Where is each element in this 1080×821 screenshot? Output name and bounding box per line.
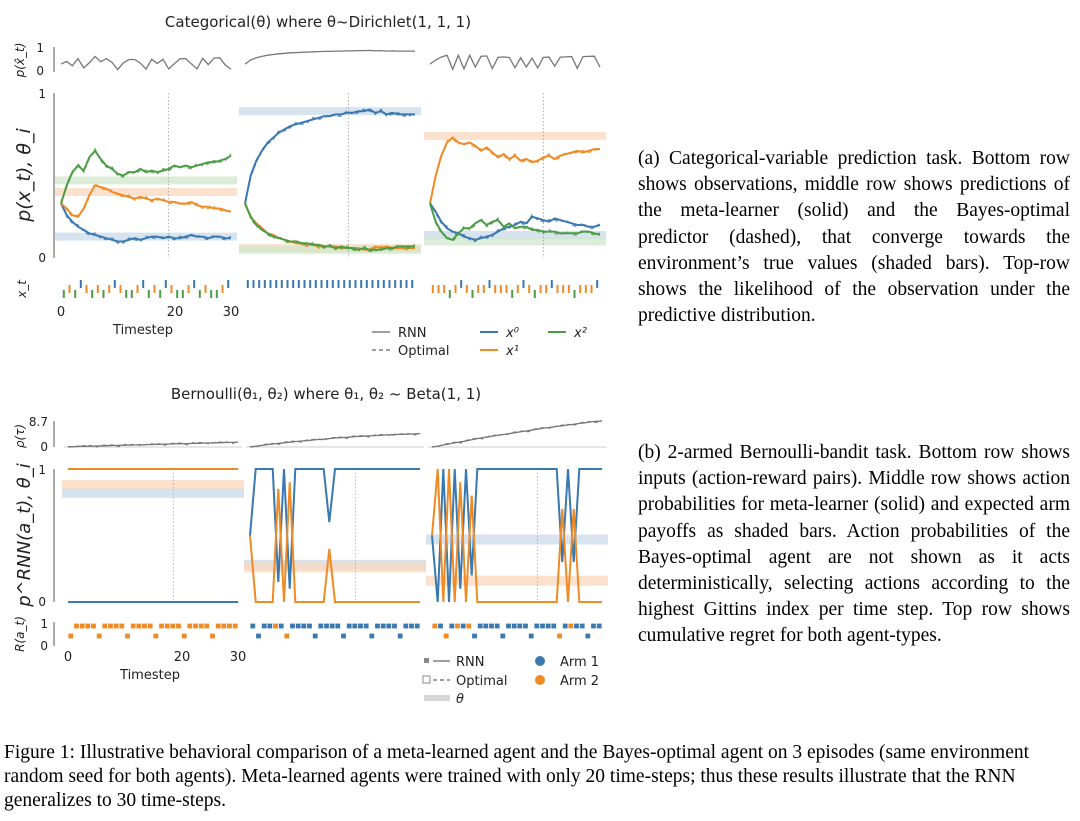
theta-bar-x2-ep1 [55,176,237,184]
action-marker-ep1-t12 [136,624,141,629]
figure-caption: Figure 1: Illustrative behavioral comparison of a meta-learned agent and the Bayes-optimal agent on 3 episodes (same environment random seed for both agents). Meta-learned agents were trained with only 20 time-steps; thus these results illustrate that the RNN generalizes to 30 time-steps. [4,742,1030,811]
panel-b-mid-axis [14,463,54,609]
action-marker-ep2-t21 [369,634,374,639]
action-marker-ep3-t25 [574,624,579,629]
action-marker-ep3-t21 [551,624,556,629]
action-marker-ep3-t11 [495,624,500,629]
panel-b-top-tick-max: 8.7 [28,415,48,429]
panel-a-xlabel: Timestep [113,323,173,338]
panel-a-caption: (a) Categorical-variable prediction task. Bottom row shows observations, middle row shows predictions of the meta-learner (solid) and the Bayes-optimal predictor (dashed), that converge towards the environment’s true values (shaded bars). Top-row shows the likelihood of the observation under the predictive distribution. [638,148,1070,327]
action-marker-ep1-t24 [204,624,209,629]
panel-a-top-ylabel: p(x̂_t) [13,42,27,78]
action-marker-ep1-t22 [193,624,198,629]
action-marker-ep1-t8 [114,624,119,629]
action-marker-ep2-t2 [262,624,267,629]
panel-b-top-ylabel: ρ(τ) [13,423,27,449]
legend-x0-label: x⁰ [506,326,519,341]
panel-a-observation-row [64,280,597,298]
action-marker-ep1-t23 [199,624,204,629]
action-marker-ep2-t26 [398,634,403,639]
panel-a-mid-axis [13,87,54,265]
panel-a-legend [372,326,587,359]
theta-bar-arm2-ep1 [62,480,244,490]
likelihood-line-ep1 [61,56,231,69]
action-marker-ep2-t18 [352,624,357,629]
action-marker-ep2-t4 [273,624,278,629]
action-marker-ep2-t8 [296,624,301,629]
legend-x1-label: x¹ [506,344,519,359]
legend-b-arm2-marker [535,675,545,685]
legend-b-arm1-marker [535,656,545,666]
action-marker-ep3-t7 [472,634,477,639]
action-marker-ep2-t29 [415,624,420,629]
panel-b-top-tick-0: 0 [40,440,48,454]
panel-b-xtick-0: 0 [63,650,73,665]
action-marker-ep1-t26 [216,624,221,629]
legend-b-rnn-label: RNN [456,655,485,670]
panel-a-mid-tick-0: 0 [38,251,46,265]
action-marker-ep3-t19 [540,624,545,629]
action-marker-ep3-t9 [483,624,488,629]
panel-b-bottom-ylabel: R(a_t) [13,616,27,652]
action-marker-ep1-t11 [131,624,136,629]
panel-b-xlabel: Timestep [120,668,180,683]
action-marker-ep1-t10 [125,634,130,639]
optimal-line-x¹-ep3 [430,139,600,201]
panel-b-regret-row [64,420,606,447]
action-marker-ep2-t12 [318,624,323,629]
rnn-line-x²-ep2 [245,204,415,250]
action-marker-ep3-t29 [597,624,602,629]
action-marker-ep2-t0 [250,624,255,629]
panel-b-legend [423,655,599,707]
panel-b-mid-tick-1: 1 [38,463,46,477]
rnn-line-x¹-ep3 [430,138,600,204]
likelihood-line-ep3 [430,55,600,69]
action-marker-ep2-t10 [307,624,312,629]
regret-rnn-line-ep2 [250,434,420,447]
optimal-line-x⁰-ep2 [245,109,415,201]
action-marker-ep3-t22 [557,634,562,639]
panel-b-bottom-axis [13,616,54,653]
action-marker-ep2-t7 [290,624,295,629]
panel-b-mid-ylabel: p^RNN(a_t), θ_i [14,463,35,607]
panel-a-title: Categorical(θ) where θ~Dirichlet(1, 1, 1) [164,13,472,31]
panel-a-likelihood-row [61,50,600,69]
action-marker-ep1-t29 [233,624,238,629]
action-marker-ep3-t4 [455,624,460,629]
action-marker-ep3-t15 [517,624,522,629]
action-marker-ep1-t2 [80,624,85,629]
action-marker-ep1-t28 [227,624,232,629]
action-marker-ep1-t16 [159,624,164,629]
panel-a-top-tick-1: 1 [36,41,44,55]
action-marker-ep3-t24 [568,624,573,629]
action-marker-ep3-t12 [500,634,505,639]
panel-b-bottom-tick-0: 0 [40,639,48,653]
action-marker-ep2-t20 [364,624,369,629]
action-marker-ep3-t0 [432,624,437,629]
action-marker-ep2-t16 [341,634,346,639]
action-marker-ep2-t25 [392,624,397,629]
action-marker-ep3-t26 [580,624,585,629]
action-marker-ep2-t3 [267,624,272,629]
theta-bar-x1-ep1 [55,188,237,196]
action-marker-ep3-t3 [449,624,454,629]
action-marker-ep3-t20 [546,624,551,629]
action-marker-ep2-t23 [381,624,386,629]
action-marker-ep1-t21 [187,624,192,629]
theta-bar-arm1-ep3 [426,535,608,545]
action-marker-ep1-t9 [119,624,124,629]
legend-b-optimal-marker [423,676,430,683]
action-marker-ep1-t14 [148,624,153,629]
action-marker-ep3-t1 [438,624,443,629]
legend-b-theta-label: θ [456,692,464,707]
action-marker-ep1-t25 [210,634,215,639]
panel-a-mid-tick-1: 1 [38,87,46,101]
action-marker-ep1-t18 [170,624,175,629]
action-marker-ep2-t13 [324,624,329,629]
action-marker-ep1-t27 [221,624,226,629]
action-marker-ep2-t1 [256,634,261,639]
action-marker-ep3-t28 [591,624,596,629]
panel-a-xtick-20: 20 [166,305,184,320]
action-marker-ep2-t6 [284,634,289,639]
action-marker-ep3-t27 [585,634,590,639]
action-marker-ep3-t13 [506,624,511,629]
panel-a-top-axis [13,41,54,78]
panel-a-xtick-30: 30 [222,305,240,320]
action-marker-ep1-t1 [74,624,79,629]
action-marker-ep1-t0 [68,634,73,639]
legend-b-optimal-label: Optimal [456,674,508,689]
panel-b-mid-tick-0: 0 [38,595,46,609]
panel-b-xtick-30: 30 [229,650,247,665]
likelihood-line-ep2 [245,50,415,64]
legend-b-arm2-label: Arm 2 [560,674,600,689]
regret-rnn-line-ep3 [432,421,602,447]
action-marker-ep3-t23 [563,624,568,629]
action-marker-ep2-t19 [358,624,363,629]
panel-b-top-axis [13,415,54,454]
action-marker-ep2-t14 [330,624,335,629]
legend-b-arm1-label: Arm 1 [560,655,600,670]
legend-x2-label: x² [574,326,587,341]
panel-b-reward-row [68,624,601,639]
panel-b-title: Bernoulli(θ₁, θ₂) where θ₁, θ₂ ~ Beta(1, 1) [170,385,482,403]
rnn-line-x⁰-ep2 [245,110,415,204]
action-marker-ep3-t14 [512,624,517,629]
legend-optimal-label: Optimal [398,344,450,359]
panel-b-bottom-tick-1: 1 [40,617,48,631]
action-marker-ep1-t6 [102,624,107,629]
action-marker-ep1-t4 [91,624,96,629]
action-marker-ep1-t7 [108,624,113,629]
action-marker-ep3-t6 [466,624,471,629]
panel-a-bottom-ylabel: x_t [15,280,29,298]
action-marker-ep2-t28 [409,624,414,629]
action-marker-ep3-t17 [529,634,534,639]
regret-optimal-line-ep2 [250,433,420,447]
action-marker-ep3-t18 [534,624,539,629]
panel-b-action-probability-row [62,469,608,602]
action-marker-ep2-t11 [313,634,318,639]
panel-a-prediction-row [55,93,606,258]
action-marker-ep3-t10 [489,624,494,629]
action-marker-ep3-t8 [478,624,483,629]
action-marker-ep1-t17 [165,624,170,629]
action-prob-line-Arm 2-ep2 [250,482,420,602]
theta-bar-arm2-ep2 [244,562,426,572]
action-marker-ep2-t15 [335,624,340,629]
legend-rnn-label: RNN [398,326,427,341]
action-marker-ep2-t5 [279,624,284,629]
rnn-line-x¹-ep2 [245,204,415,250]
action-marker-ep2-t9 [301,624,306,629]
action-marker-ep3-t16 [523,624,528,629]
action-marker-ep1-t3 [85,624,90,629]
action-marker-ep2-t17 [347,624,352,629]
panel-a-mid-ylabel: p(x_t), θ_i [13,128,35,222]
legend-b-rnn-marker [424,658,429,663]
panel-a-top-tick-0: 0 [36,64,44,78]
action-marker-ep1-t5 [97,634,102,639]
panel-b-caption: (b) 2-armed Bernoulli-bandit task. Bottom row shows inputs (action-reward pairs). Middle row shows action probabilities for meta-learner (solid) and expected arm payoffs as shaded bars. Action probabilities of the Bayes-optimal agent are not shown as it acts deterministically, selecting actions according to the highest Gittins index per time step. Top row shows cumulative regret for both agent-types. [638,442,1070,647]
action-marker-ep2-t24 [386,624,391,629]
action-marker-ep1-t20 [182,634,187,639]
panel-b-xtick-20: 20 [173,650,191,665]
action-marker-ep3-t2 [444,634,449,639]
action-marker-ep2-t22 [375,624,380,629]
regret-optimal-line-ep3 [432,420,602,447]
action-marker-ep1-t15 [153,634,158,639]
action-marker-ep1-t13 [142,624,147,629]
action-marker-ep2-t27 [403,624,408,629]
action-marker-ep3-t5 [461,624,466,629]
panel-a-xtick-0: 0 [56,305,66,320]
action-marker-ep1-t19 [176,624,181,629]
optimal-line-x²-ep2 [245,202,415,252]
